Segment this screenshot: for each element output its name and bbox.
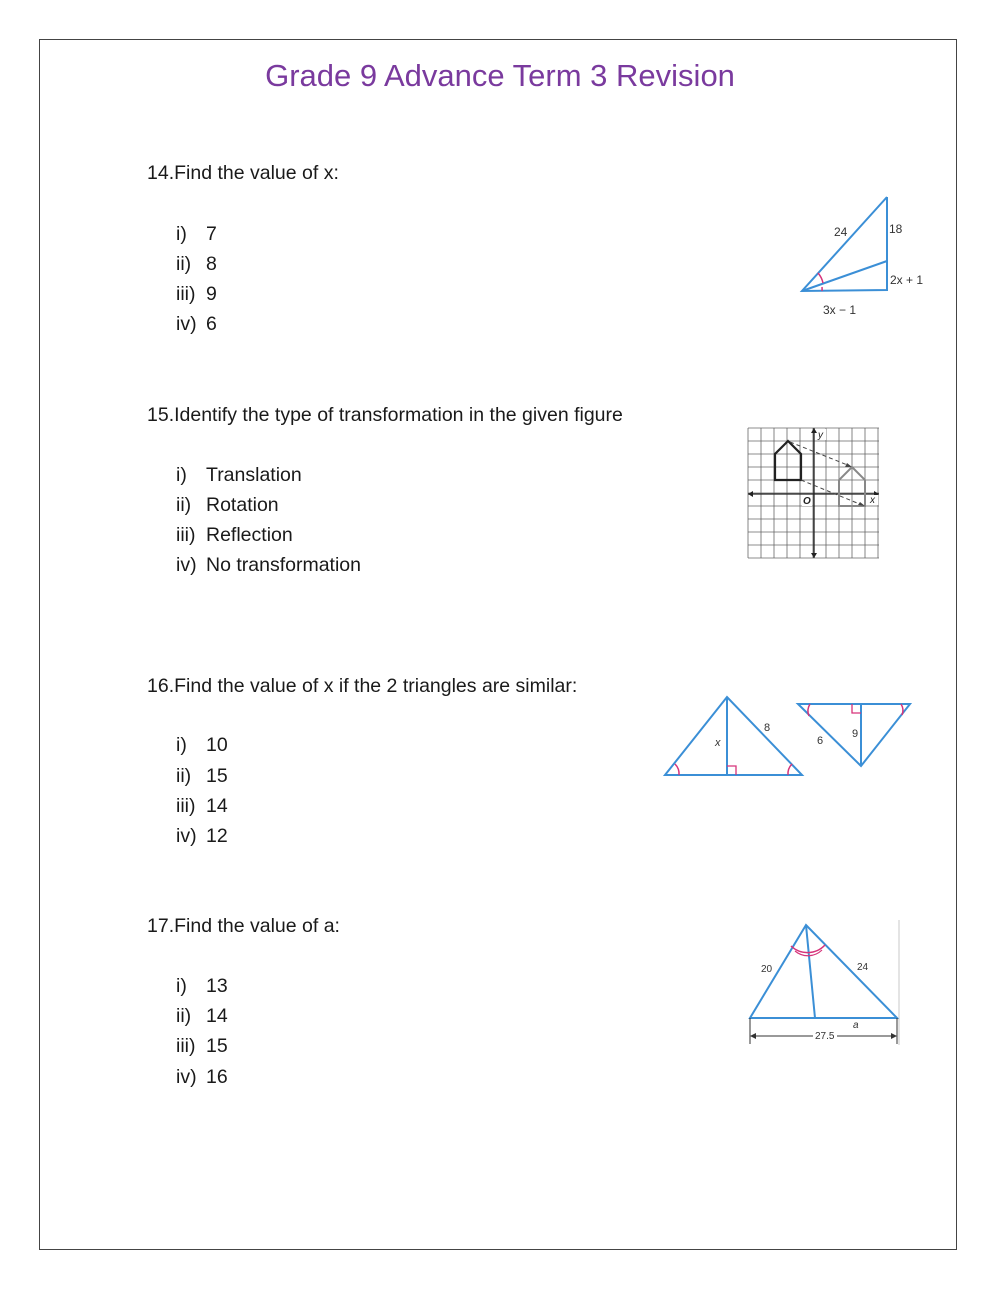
option-number: i): [176, 223, 187, 245]
option-text: 8: [206, 253, 217, 275]
q17-label: 20: [761, 964, 773, 975]
worksheet-title: Grade 9 Advance Term 3 Revision: [265, 58, 735, 93]
option-number: iv): [176, 1066, 197, 1088]
option-text: 6: [206, 313, 217, 335]
q16-option[interactable]: [176, 795, 228, 818]
q14-option[interactable]: [176, 283, 217, 306]
option-text: 14: [206, 1005, 228, 1027]
q15-option[interactable]: [176, 554, 361, 577]
q16-label: 8: [764, 722, 771, 734]
q16-similar-triangles-figure: [662, 694, 914, 778]
option-text: Translation: [206, 464, 302, 486]
q14-label: 3x − 1: [823, 303, 857, 317]
question-15-prompt: 15.Identify the type of transformation in the given figure: [147, 404, 623, 426]
option-number: iv): [176, 313, 197, 335]
option-number: ii): [176, 494, 192, 516]
option-number: iv): [176, 554, 197, 576]
q16-option[interactable]: [176, 765, 228, 788]
q17-option[interactable]: [176, 1066, 228, 1089]
question-17-prompt: 17.Find the value of a:: [147, 915, 340, 937]
q16-option[interactable]: [176, 825, 228, 848]
q15-label: x: [870, 495, 875, 506]
q17-option[interactable]: [176, 1035, 228, 1058]
q14-label: 2x + 1: [890, 273, 924, 287]
q16-label: 9: [852, 728, 859, 740]
q15-label: y: [818, 430, 823, 441]
q15-option[interactable]: [176, 524, 293, 547]
option-text: 10: [206, 734, 228, 756]
option-number: iv): [176, 825, 197, 847]
option-number: i): [176, 734, 187, 756]
q17-label: 24: [857, 962, 869, 973]
option-number: iii): [176, 283, 196, 305]
q15-coordinate-grid-figure: [748, 428, 879, 558]
option-text: Rotation: [206, 494, 279, 516]
option-number: i): [176, 975, 187, 997]
q14-label: 24: [834, 225, 848, 239]
option-number: ii): [176, 253, 192, 275]
option-text: 15: [206, 1035, 228, 1057]
option-number: ii): [176, 765, 192, 787]
option-number: i): [176, 464, 187, 486]
question-16-prompt: 16.Find the value of x if the 2 triangles are similar:: [147, 675, 578, 697]
option-text: 13: [206, 975, 228, 997]
option-text: Reflection: [206, 524, 293, 546]
option-text: 16: [206, 1066, 228, 1088]
option-number: ii): [176, 1005, 192, 1027]
q14-option[interactable]: [176, 253, 217, 276]
option-number: iii): [176, 1035, 196, 1057]
option-text: 7: [206, 223, 217, 245]
q15-label: O: [803, 496, 811, 507]
q15-option[interactable]: [176, 464, 302, 487]
q17-option[interactable]: [176, 975, 228, 998]
q17-option[interactable]: [176, 1005, 228, 1028]
option-text: No transformation: [206, 554, 361, 576]
q16-label: x: [715, 737, 721, 749]
q14-triangle-figure: [790, 190, 940, 320]
q14-option[interactable]: [176, 223, 217, 246]
option-text: 12: [206, 825, 228, 847]
q15-option[interactable]: [176, 494, 279, 517]
q14-label: 18: [889, 222, 903, 236]
option-text: 14: [206, 795, 228, 817]
option-number: iii): [176, 524, 196, 546]
q14-option[interactable]: [176, 313, 217, 336]
q17-triangle-bisector-figure: [745, 920, 905, 1050]
q16-option[interactable]: [176, 734, 228, 757]
option-text: 9: [206, 283, 217, 305]
option-text: 15: [206, 765, 228, 787]
question-14-prompt: 14.Find the value of x:: [147, 162, 339, 184]
q17-label: 27.5: [815, 1031, 835, 1042]
option-number: iii): [176, 795, 196, 817]
q17-label: a: [853, 1020, 859, 1031]
q16-label: 6: [817, 735, 824, 747]
